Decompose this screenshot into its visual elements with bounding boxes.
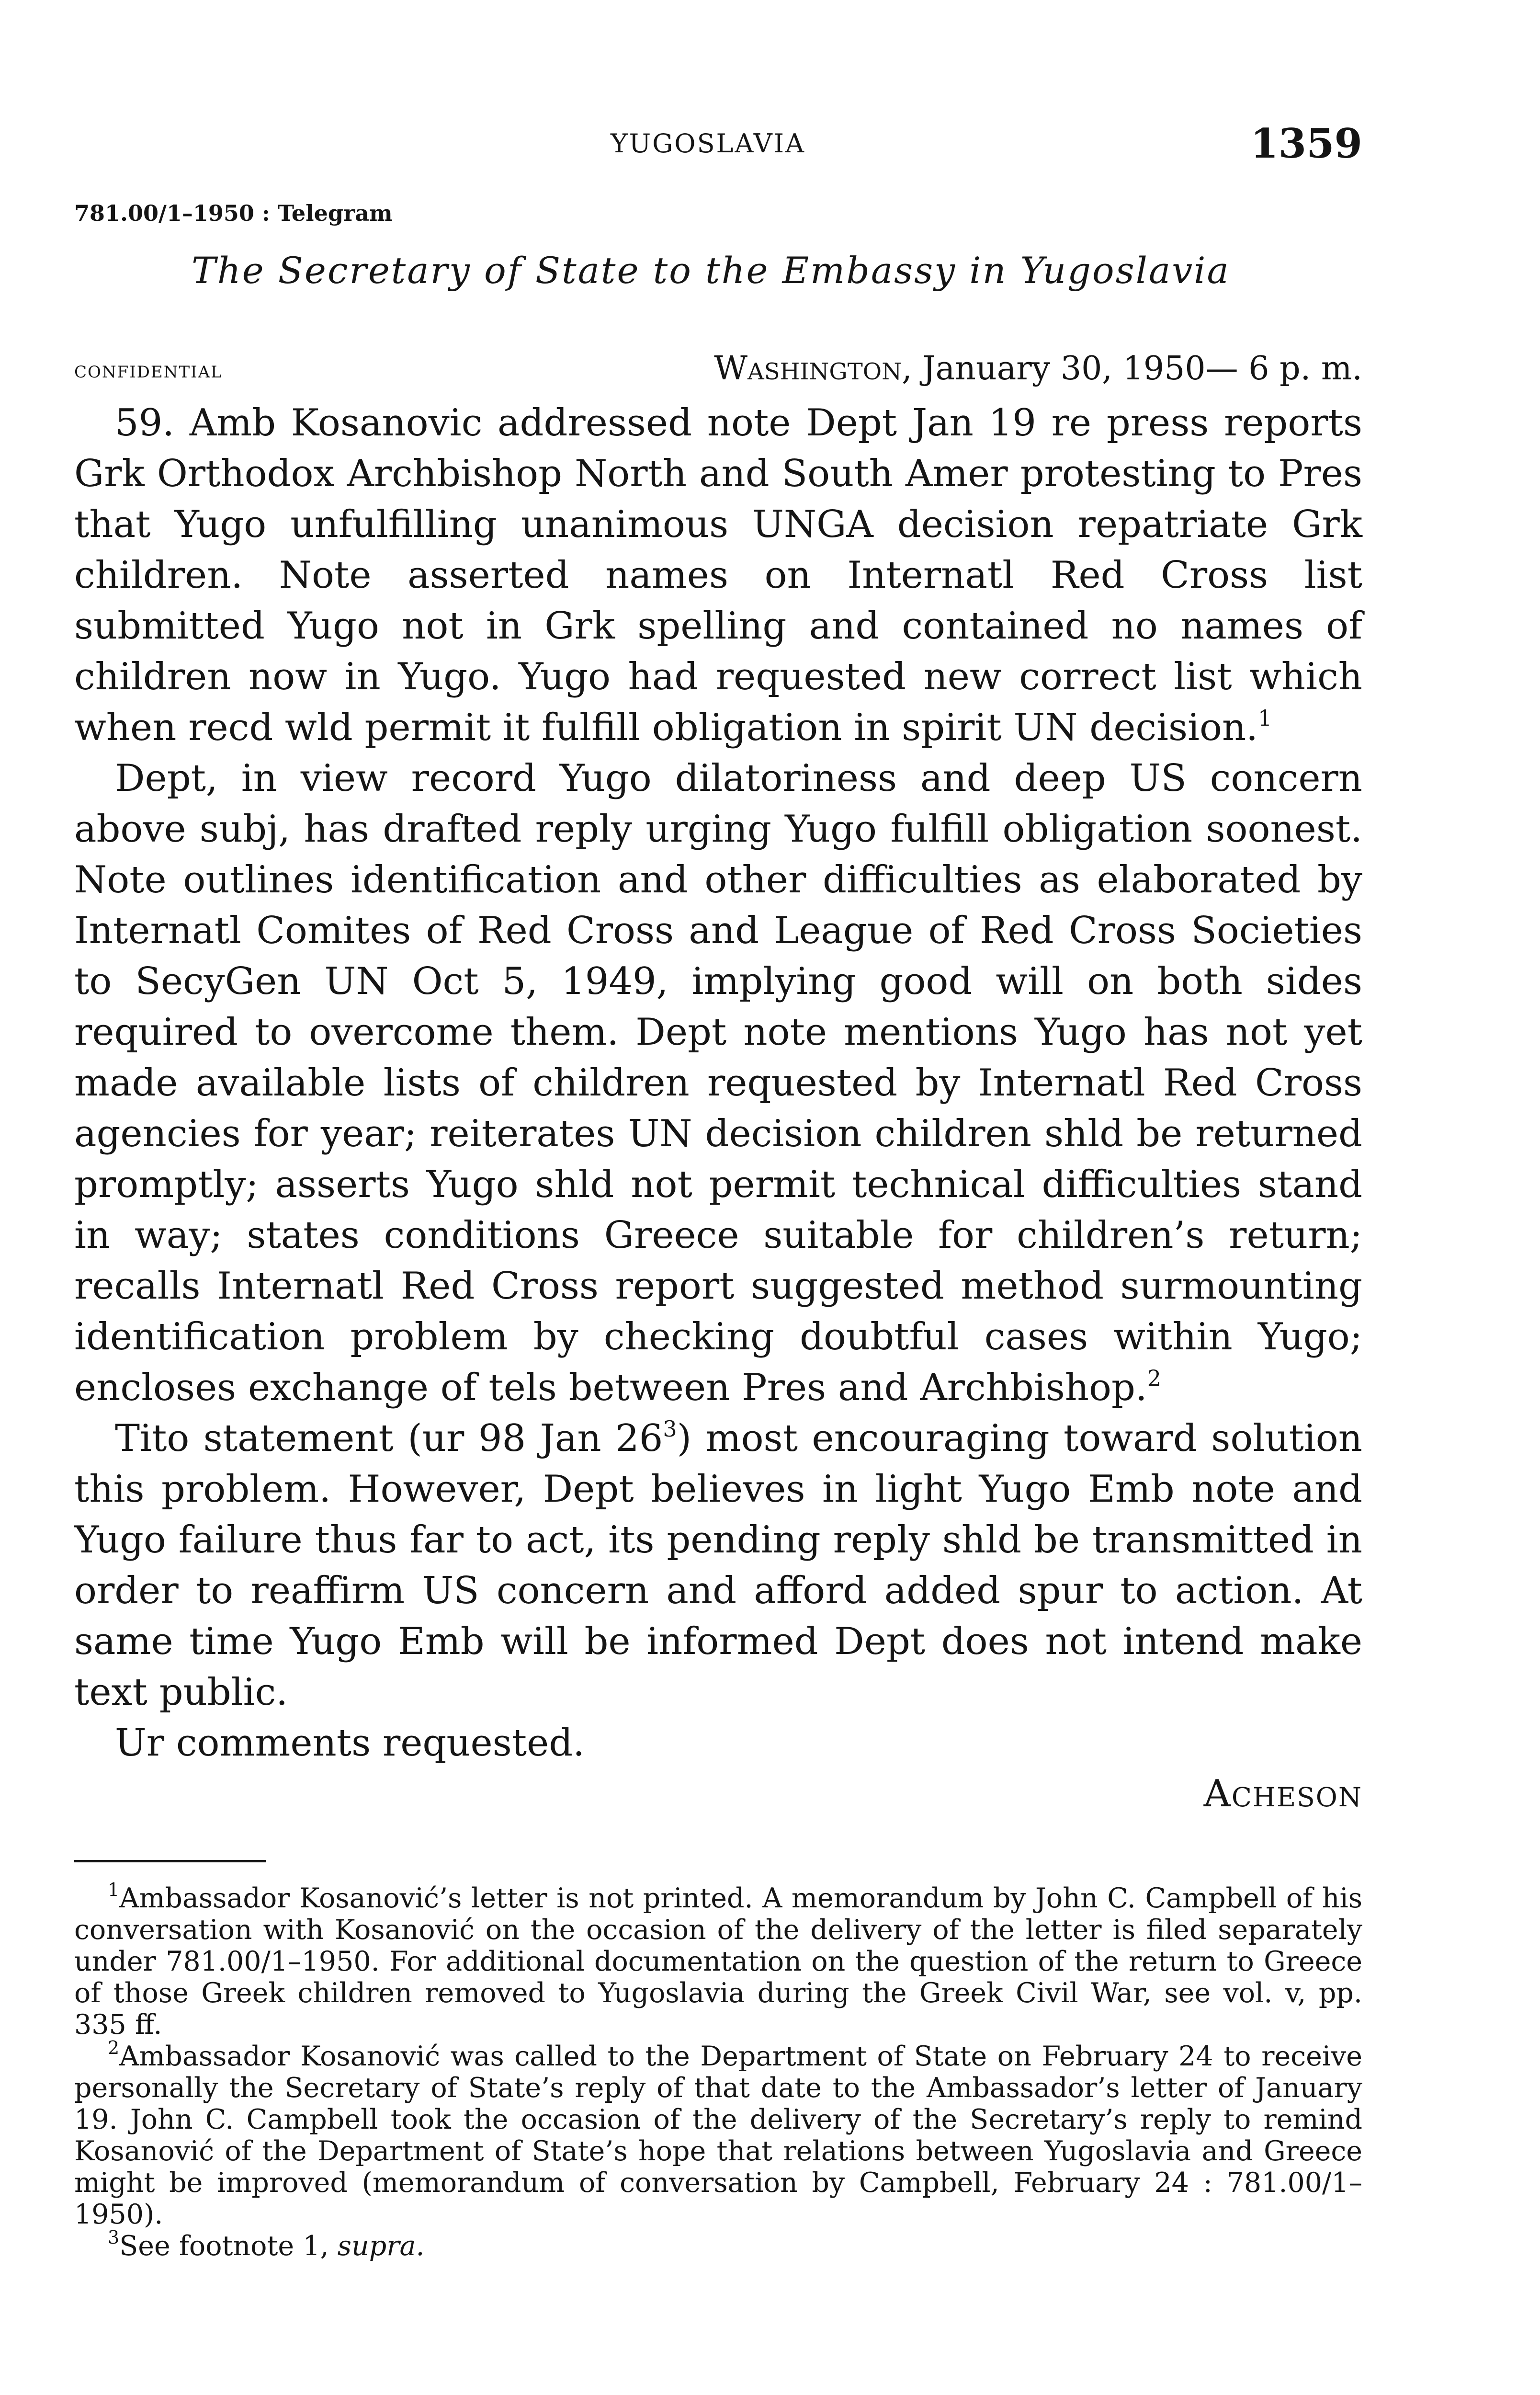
classification-label: confidential — [74, 356, 223, 383]
running-title: YUGOSLAVIA — [611, 128, 806, 159]
paragraph-3-text-start: Tito statement (ur 98 Jan 26 — [115, 1417, 663, 1460]
paragraph-3-text-end: ) most encouraging toward solution this problem. However, Dept believes in light Yugo Emb note and Yugo failure thus far to act, its pending reply shld be transmitted in order to reaffirm US concern and afford added spur to action. At same time Yugo Emb will be informed Dept does not intend make text public. — [74, 1417, 1362, 1714]
file-reference: 781.00/1–1950 : Telegram — [74, 200, 393, 226]
footnote-2 — [74, 2037, 1362, 2230]
paragraph-2-text: Dept, in view record Yugo dilatoriness and deep US concern above subj, has drafted reply urging Yugo fulfill obligation soonest. Note outlines identification and other difficulties as elaborated by Internatl Comites of Red Cross and League of Red Cross Societies to SecyGen UN Oct 5, 1949, implying good will on both sides required to overcome them. Dept note mentions Yugo has not yet made available lists of children requested by Internatl Red Cross agencies for year; reiterates UN decision children shld be returned promptly; asserts Yugo shld not permit technical difficulties stand in way; states conditions Greece suitable for children’s return; recalls Internatl Red Cross report suggested method surmounting identification problem by checking doubtful cases within Yugo; encloses exchange of tels between Pres and Archbishop. — [74, 757, 1362, 1409]
paragraph-1-text: 59. Amb Kosanovic addressed note Dept Jan 19 re press reports Grk Orthodox Archbishop North and South Amer protesting to Pres that Yugo unfulfilling unanimous UNGA decision repatriate Grk children. Note asserted names on Internatl Red Cross list submitted Yugo not in Grk spelling and contained no names of children now in Yugo. Yugo had requested new correct list which when recd wld permit it fulfill obligation in spirit UN decision. — [74, 401, 1362, 749]
footnote-ref-1[interactable]: 1 — [1257, 705, 1272, 731]
dateline — [714, 350, 1362, 388]
footnote-ref-3[interactable]: 3 — [663, 1416, 677, 1442]
paragraph-4: Ur comments requested. — [115, 1722, 585, 1765]
footnote-3-mark: 3 — [108, 2227, 120, 2248]
dateline-place: Washington, — [714, 350, 912, 388]
paragraph-1 — [74, 398, 1362, 753]
footnotes — [74, 1879, 1362, 2262]
footnote-ref-2[interactable]: 2 — [1147, 1365, 1161, 1391]
telegram-body — [74, 398, 1362, 1857]
paragraph-2 — [74, 753, 1362, 1413]
footnote-2-text: Ambassador Kosanović was called to the Department of State on February 24 to receive personally the Secretary of State’s reply of that date to the Ambassador’s letter of January 19. John C. Campbell took the occasion of the delivery of the Secretary’s reply to remind Kosanović of the Department of State’s hope that relations between Yugoslavia and Greece might be improved (memorandum of conversation by Campbell, February 24 : 781.00/1–1950). — [74, 2041, 1362, 2230]
page-number: 1359 — [1250, 120, 1362, 167]
signature: Acheson — [1203, 1772, 1362, 1815]
footnote-3-emphasis: supra. — [337, 2230, 425, 2262]
footnote-1-text: Ambassador Kosanović’s letter is not printed. A memorandum by John C. Campbell of his conversation with Kosanović on the occasion of the delivery of the letter is filed separately under 781.00/1–1950. For additional documentation on the question of the return to Greece of those Greek children removed to Yugoslavia during the Greek Civil War, see vol. v, pp. 335 ff. — [74, 1882, 1362, 2041]
paragraph-3 — [74, 1413, 1362, 1718]
dateline-date: January 30, 1950— 6 p. m. — [922, 350, 1362, 388]
footnote-3-text: See footnote 1, — [119, 2230, 338, 2262]
footnote-1-mark: 1 — [108, 1879, 120, 1900]
footnote-2-mark: 2 — [108, 2037, 120, 2058]
footnote-divider — [74, 1860, 266, 1862]
running-header — [74, 120, 1362, 172]
document-title: The Secretary of State to the Embassy in Yugoslavia — [192, 249, 1230, 292]
footnote-1 — [74, 1879, 1362, 2041]
dateline-row — [74, 350, 1362, 393]
footnote-3 — [74, 2227, 1362, 2262]
